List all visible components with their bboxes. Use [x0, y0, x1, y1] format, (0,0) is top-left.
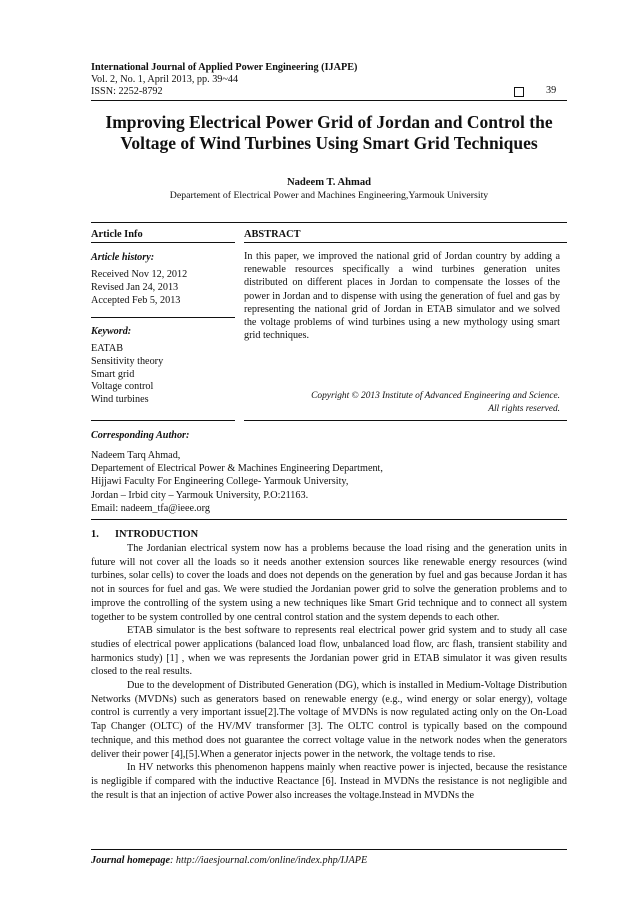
keyword-item: Voltage control	[91, 381, 154, 393]
contact-email: Email: nadeem_tfa@ieee.org	[91, 502, 210, 514]
journal-name: International Journal of Applied Power Engineering (IJAPE)	[91, 62, 358, 73]
keyword-list	[91, 343, 235, 407]
abstract-text: In this paper, we improved the national grid of Jordan country by adding a renewable resources specifically a wind turbines generation unites distributed on different places in Jordan to compensate the losses of the power in Jordan and to dispense with using the generation of fuel and gas by representing the national grid of Jordan in ETAB simulator and we solved the voltage problems of wind turbines using a new mythology using smart grid techniques.	[244, 251, 560, 342]
keyword-item: Sensitivity theory	[91, 355, 164, 367]
section-heading	[91, 529, 198, 540]
corresponding-rule	[91, 519, 567, 520]
section-number: 1.	[91, 529, 99, 540]
revised-date: Revised Jan 24, 2013	[91, 281, 179, 293]
paragraph: ETAB simulator is the best software to represents real electrical power grid system and to study all case studies of electrical power applications (balanced load flow, unbalanced load flow, arc flash, transient stability and harmonics study) [1] , when we was represents the Jordanian power grid in ETAB simulator it was given results closed to the real results.	[91, 625, 567, 678]
keywords-rule	[91, 420, 235, 421]
paragraph: In HV networks this phenomenon happens mainly when reactive power is injected, because the resistance is negligible if compared with the inductive Reactance [6]. Instead in MVDNs the resistance is not negligible and the result is that an injection of active Power also increases the voltage.Instead in MVDNs the	[91, 762, 567, 801]
article-history	[91, 269, 235, 307]
abstract-heading: ABSTRACT	[244, 229, 301, 240]
author-name: Nadeem T. Ahmad	[286, 177, 372, 188]
keyword-item: Smart grid	[91, 368, 135, 380]
section-title: INTRODUCTION	[115, 529, 199, 540]
history-rule	[91, 317, 235, 318]
corresponding-label: Corresponding Author:	[91, 430, 190, 441]
history-label: Article history:	[91, 252, 155, 263]
introduction-body	[91, 542, 567, 802]
paragraph: The Jordanian electrical system now has a problems because the load rising and the generation units in future will not cover all the loads so it needs another extension sources like renewable energy resources (wind turbines, solar cells) to cover the loads and does not depends on the generation by fuel and gas because Jordan it has not in sources for fuel and gas. We were studied the Jordanian power grid to solve the generation problems and to improve the controlling of the system using a new techniques like Smart Grid technique and to connect all system together to be system controlled by one central control station and the system depends to each other.	[91, 543, 567, 623]
contact-line: Departement of Electrical Power & Machines Engineering Department,	[91, 463, 383, 475]
copyright	[244, 390, 560, 416]
homepage-label: Journal homepage	[91, 855, 170, 866]
received-date: Received Nov 12, 2012	[91, 269, 188, 280]
article-info-heading: Article Info	[91, 229, 143, 240]
title-line-2: Voltage of Wind Turbines Using Smart Grid Techniques	[120, 133, 538, 153]
paragraph: Due to the development of Distributed Generation (DG), which is installed in Medium-Voltage Distribution Networks (MVDNs) such as generators based on renewable energy (e.g., wind energy or solar energy), voltage control is currently a very important issue[2].The voltage of MVDNs is now regulated acting only on the On-Load Tap Changer (OLTC) of the HV/MV transformer [3]. The OLTC control is typically based on the compound technique, and this method does not guarantee the correct voltage value in the network nodes when the generators deliver their power [4],[5].When a generator injects power in the network, the voltage tends to rise.	[91, 680, 567, 760]
contact-line: Nadeem Tarq Ahmad,	[91, 450, 181, 461]
infobox-top-rule	[91, 222, 567, 223]
abstract-body	[244, 250, 560, 342]
keyword-label: Keyword:	[91, 326, 132, 337]
volume-info: Vol. 2, No. 1, April 2013, pp. 39~44	[91, 74, 239, 85]
keyword-item: Wind turbines	[91, 394, 149, 406]
paper-title	[91, 112, 567, 154]
contact-line: Hijjawi Faculty For Engineering College- Yarmouk University,	[91, 476, 349, 488]
contact-line: Jordan – Irbid city – Yarmouk University, P.O:21163.	[91, 489, 309, 501]
abstract-rule	[244, 242, 567, 243]
article-info-rule	[91, 242, 235, 243]
corresponding-details	[91, 449, 383, 515]
title-line-1: Improving Electrical Power Grid of Jordan and Control the	[105, 112, 553, 132]
abstract-bottom-rule	[244, 420, 567, 421]
issn: ISSN: 2252-8792	[91, 86, 163, 97]
affiliation: Departement of Electrical Power and Machines Engineering,Yarmouk University	[169, 190, 489, 201]
keyword-item: EATAB	[91, 343, 124, 354]
journal-homepage	[91, 855, 367, 866]
copyright-line-1: Copyright © 2013 Institute of Advanced Engineering and Science.	[311, 391, 560, 401]
footer-rule	[91, 849, 567, 850]
page-number: 39	[546, 85, 557, 96]
accepted-date: Accepted Feb 5, 2013	[91, 294, 181, 306]
header-rule	[91, 100, 567, 101]
homepage-link[interactable]: : http://iaesjournal.com/online/index.php/IJAPE	[169, 855, 368, 866]
square-bullet-icon	[514, 87, 524, 97]
copyright-line-2: All rights reserved.	[488, 404, 560, 414]
